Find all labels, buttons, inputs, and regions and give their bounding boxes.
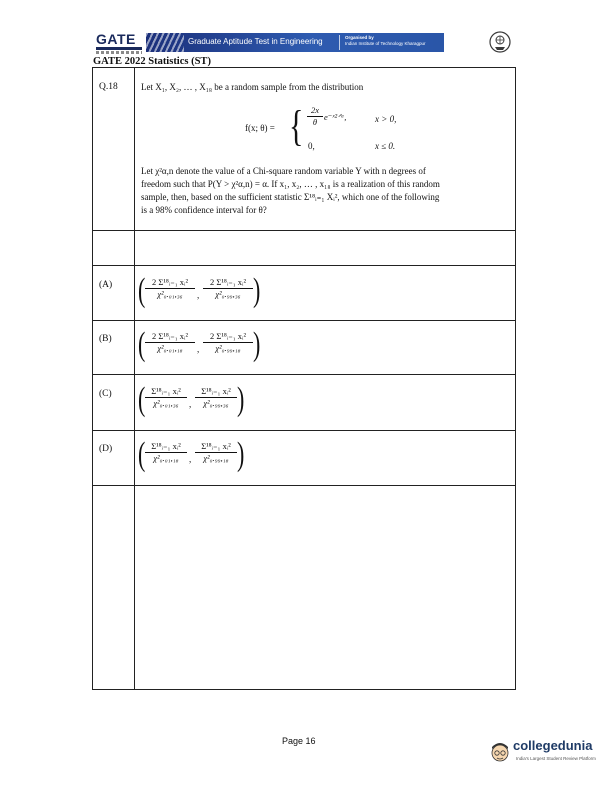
case1-condition: x > 0, [375,114,397,124]
pdf-lhs: f(x; θ) = [245,123,275,133]
question-table [92,67,516,690]
option-a-label: (A) [99,280,113,290]
option-d-lower-numerator: Σ¹⁸ᵢ₌₁ xᵢ² [151,441,181,451]
option-b-close-paren: ) [253,323,261,363]
row-divider [93,485,515,486]
case1-coefficient [307,106,323,127]
student-mascot-icon [490,740,510,764]
question-paragraph-line-1: Let χ²α,n denote the value of a Chi-square random variable Y with n degrees of [141,166,426,176]
option-c-upper-numerator: Σ¹⁸ᵢ₌₁ xᵢ² [201,386,231,396]
option-b-upper-numerator: 2 Σ¹⁸ᵢ₌₁ xᵢ² [210,331,246,341]
question-paragraph-line-4: is a 98% confidence interval for θ? [141,205,267,215]
brand-name: collegedunia [513,738,593,753]
option-b-upper [203,332,253,353]
banner-organizer [345,35,425,47]
row-divider [93,430,515,431]
option-b-lower [145,332,195,353]
option-d-label: (D) [99,444,113,454]
question-line-1: Let X₁, X₂, … , X₁₈ be a random sample from the distribution [141,82,364,92]
option-a-lower [145,278,195,299]
organizer-name: Indian Institute of Technology Kharagpur [345,41,426,46]
option-a-lower-numerator: 2 Σ¹⁸ᵢ₌₁ xᵢ² [152,277,188,287]
option-d-lower-denominator: χ²₀.₀₁,₁₈ [153,453,179,463]
option-a-upper-numerator: 2 Σ¹⁸ᵢ₌₁ xᵢ² [210,277,246,287]
option-c-upper-denominator: χ²₀.₉₉,₃₆ [203,398,229,408]
option-b-lower-numerator: 2 Σ¹⁸ᵢ₌₁ xᵢ² [152,331,188,341]
option-d-upper [195,442,237,463]
option-c-open-paren: ( [138,378,146,418]
page-number: Page 16 [282,736,316,746]
question-number: Q.18 [99,82,118,92]
paper-title: GATE 2022 Statistics (ST) [93,56,211,67]
option-a-comma: , [197,290,200,300]
banner-title: Graduate Aptitude Test in Engineering [188,37,323,46]
case1-coef-denominator: θ [312,117,318,127]
option-c-label: (C) [99,389,112,399]
row-divider [93,230,515,231]
iit-emblem-icon [489,31,511,53]
collegedunia-logo [486,736,608,768]
question-paragraph-line-3: sample, then, based on the sufficient statistic Σ¹⁸ᵢ₌₁ Xᵢ², which one of the following [141,192,440,202]
option-d-open-paren: ( [138,433,146,473]
organized-by-label: Organised by [345,35,374,40]
option-a-lower-denominator: χ²₀.₀₁,₃₆ [157,289,183,299]
option-d-lower [145,442,187,463]
option-a-open-paren: ( [138,269,146,309]
option-a-upper [203,278,253,299]
option-c-lower-denominator: χ²₀.₀₁,₃₆ [153,398,179,408]
logo-underline [96,47,142,50]
option-d-upper-numerator: Σ¹⁸ᵢ₌₁ xᵢ² [201,441,231,451]
question-paragraph-line-2: freedom such that P(Y > χ²α,n) = α. If x₁, x₂, … , x₁₈ is a realization of this random [141,179,440,189]
banner-separator [339,35,340,50]
banner-stripes [146,33,184,52]
brand-tagline: India's Largest Student Review Platform [516,756,596,761]
option-c-close-paren: ) [237,378,245,418]
option-d-comma: , [189,454,192,464]
option-b-label: (B) [99,334,112,344]
option-a-close-paren: ) [253,269,261,309]
pdf-brace: { [289,102,304,150]
option-b-open-paren: ( [138,323,146,363]
option-c-comma: , [189,399,192,409]
row-divider [93,265,515,266]
logo-dots [96,51,142,54]
row-divider [93,320,515,321]
option-d-close-paren: ) [237,433,245,473]
option-a-upper-denominator: χ²₀.₉₉,₃₆ [215,289,241,299]
option-c-lower-numerator: Σ¹⁸ᵢ₌₁ xᵢ² [151,386,181,396]
row-divider [93,374,515,375]
case2-condition: x ≤ 0. [375,141,396,151]
gate-logo [96,32,148,54]
option-c-upper [195,387,237,408]
case1-exponential: e⁻ˣ²ᐟᵅ, [324,112,347,122]
gate-logo-text: GATE [96,31,136,47]
option-d-upper-denominator: χ²₀.₉₉,₁₈ [203,453,229,463]
header-banner [146,33,444,52]
option-b-upper-denominator: χ²₀.₉₉,₁₈ [215,343,241,353]
option-b-lower-denominator: χ²₀.₀₁,₁₈ [157,343,183,353]
case1-coef-numerator: 2x [310,105,320,115]
option-c-lower [145,387,187,408]
column-divider [134,68,135,689]
option-b-comma: , [197,344,200,354]
case2-value: 0, [308,141,315,151]
